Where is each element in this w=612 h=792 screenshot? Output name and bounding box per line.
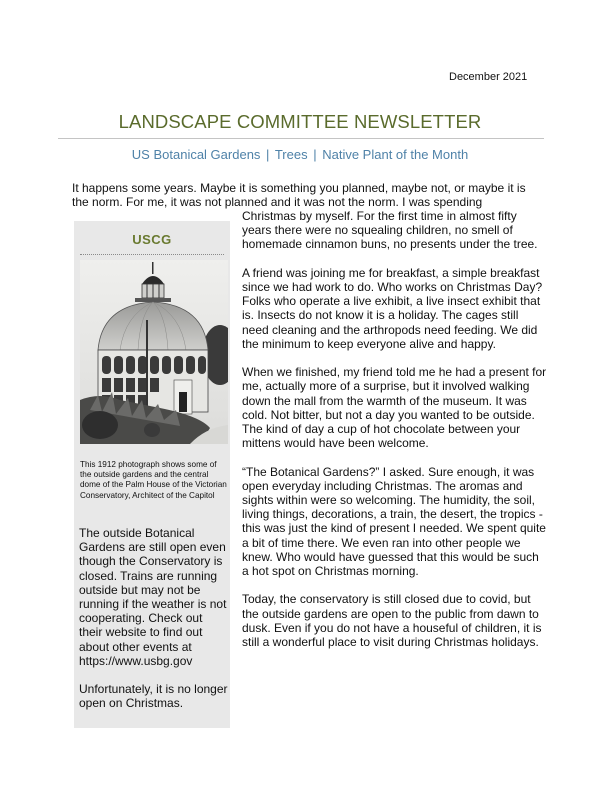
conservatory-dome-image xyxy=(80,260,228,444)
nav-item-native-plant[interactable]: Native Plant of the Month xyxy=(322,147,469,162)
nav-separator: | xyxy=(266,147,270,162)
intro-paragraph: It happens some years. Maybe it is something you planned, maybe not, or maybe it is the norm. For me, it was not planned and it was not the norm. I was spending xyxy=(72,181,526,210)
sidebar-dotted-divider xyxy=(80,254,224,255)
nav-item-trees[interactable]: Trees xyxy=(274,147,308,162)
nav-separator: | xyxy=(313,147,317,162)
newsletter-date: December 2021 xyxy=(449,71,528,83)
sidebar-paragraph: Unfortunately, it is no longer open on Christmas. xyxy=(79,682,228,711)
article-body xyxy=(242,209,547,663)
article-paragraph: “The Botanical Gardens?” I asked. Sure enough, it was open everyday including Christmas. The aromas and sights within were so welcoming. The humidity, the soil, living things, decorations, a train, the desert, the tropics - this was just the kind of present I needed. We spent quite a bit of time there. We even ran into other people we knew. Who would have guessed that this would be such a hot spot on Christmas morning. xyxy=(242,464,546,579)
sidebar-heading: USCG xyxy=(132,232,172,247)
nav-item-us-botanical-gardens[interactable]: US Botanical Gardens xyxy=(131,147,261,162)
article-paragraph: A friend was joining me for breakfast, a simple breakfast since we had work to do. Who works on Christmas Day? Folks who operate a live exhibit, a live insect exhibit that is. Insects do not know it is a holiday. The cages still need cleaning and the arthropods need feeding. We did the minimum to keep everyone alive and happy. xyxy=(242,265,543,351)
sidebar-text xyxy=(79,526,229,724)
article-paragraph: When we finished, my friend told me he had a present for me, actually more of a surprise, but it involved walking down the mall from the warmth of the museum. It was cold. Not bitter, but not a day you wanted to be outside. The kind of day a cup of hot chocolate between your mittens would have been welcome. xyxy=(242,365,547,451)
section-nav xyxy=(0,147,600,162)
newsletter-title: LANDSCAPE COMMITTEE NEWSLETTER xyxy=(118,111,482,132)
article-paragraph: Christmas by myself. For the first time in almost fifty years there were no squealing children, no smell of homemade cinnamon buns, no presents under the tree. xyxy=(242,209,538,252)
photo-caption: This 1912 photograph shows some of the outside gardens and the central dome of the Palm House of the Victorian Conservatory, Architect of the Capitol xyxy=(80,460,227,500)
sidebar-paragraph: The outside Botanical Gardens are still open even though the Conservatory is closed. Trains are running outside but may not be running if the weather is not cooperating. Check out their website to find out about other events at https://www.usbg.gov xyxy=(79,526,227,668)
conservatory-photo xyxy=(80,260,228,444)
sidebar-box xyxy=(74,221,230,728)
article-paragraph: Today, the conservatory is still closed due to covid, but the outside gardens are open to the public from dawn to dusk. Even if you do not have a houseful of children, it is still a wonderful place to visit during Christmas holidays. xyxy=(242,592,542,650)
title-divider xyxy=(58,138,544,139)
